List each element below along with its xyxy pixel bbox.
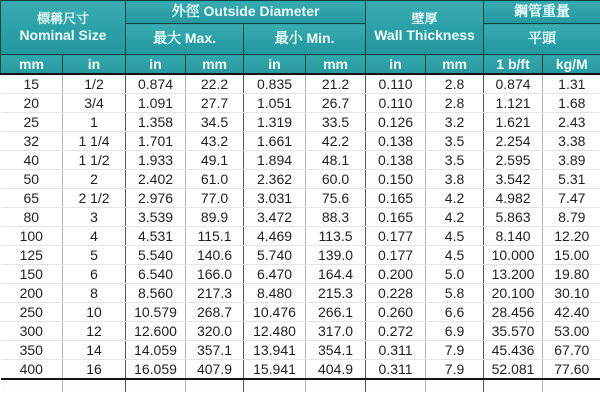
empty-cell [126,379,186,392]
empty-cell [306,379,366,392]
table-cell: 5 [63,246,126,265]
table-cell: 0.138 [366,132,426,151]
table-row [1,170,600,189]
table-cell: 266.1 [306,303,366,322]
table-cell: 20.100 [484,284,543,303]
table-cell: 1.933 [126,151,186,170]
empty-cell [1,379,63,392]
table-cell: 115.1 [186,227,244,246]
table-cell: 6.9 [426,322,484,341]
table-cell: 1.621 [484,113,543,132]
table-row [1,94,600,113]
table-cell: 2.254 [484,132,543,151]
table-row [1,189,600,208]
table-cell: 407.9 [186,360,244,380]
table-row [1,74,600,94]
empty-cell [186,379,244,392]
table-cell: 215.3 [306,284,366,303]
table-cell: 0.165 [366,208,426,227]
unit-cell: in [244,55,306,75]
table-cell: 2.976 [126,189,186,208]
table-cell: 317.0 [306,322,366,341]
table-cell: 15 [1,74,63,94]
table-cell: 10.000 [484,246,543,265]
empty-cell [426,379,484,392]
table-cell: 8.560 [126,284,186,303]
empty-cell [484,379,543,392]
table-cell: 5.31 [543,170,600,189]
table-cell: 0.311 [366,360,426,380]
table-row [1,132,600,151]
table-cell: 0.110 [366,74,426,94]
header-min: 最小 Min. [244,24,366,55]
table-cell: 2 1/2 [63,189,126,208]
table-row [1,246,600,265]
header-wall-thickness-en: Wall Thickness [374,26,475,43]
table-cell: 2.8 [426,94,484,113]
table-cell: 5.8 [426,284,484,303]
table-cell: 22.2 [186,74,244,94]
table-cell: 27.7 [186,94,244,113]
unit-cell: 1 b/ft [484,55,543,75]
units-row [1,55,600,75]
table-cell: 4.982 [484,189,543,208]
table-cell: 400 [1,360,63,380]
header-wall-thickness-zh: 壁厚 [411,10,438,26]
table-cell: 0.177 [366,246,426,265]
table-cell: 3.5 [426,132,484,151]
table-row [1,151,600,170]
table-cell: 2.595 [484,151,543,170]
table-cell: 4 [63,227,126,246]
table-cell: 4.5 [426,227,484,246]
table-cell: 50 [1,170,63,189]
unit-cell: kg/M [543,55,600,75]
table-cell: 354.1 [306,341,366,360]
table-cell: 8.140 [484,227,543,246]
table-cell: 75.6 [306,189,366,208]
table-cell: 1.051 [244,94,306,113]
table-cell: 0.126 [366,113,426,132]
table-cell: 2.8 [426,74,484,94]
table-cell: 26.7 [306,94,366,113]
header-nominal-size-en: Nominal Size [19,26,107,43]
unit-cell: mm [186,55,244,75]
table-cell: 12.480 [244,322,306,341]
table-cell: 6.6 [426,303,484,322]
unit-cell: mm [1,55,63,75]
empty-partial-row [1,379,600,392]
table-cell: 28.456 [484,303,543,322]
table-cell: 0.874 [126,74,186,94]
table-cell: 42.2 [306,132,366,151]
empty-cell [244,379,306,392]
table-cell: 3.89 [543,151,600,170]
table-cell: 0.177 [366,227,426,246]
table-cell: 2 [63,170,126,189]
table-cell: 5.540 [126,246,186,265]
table-cell: 8.79 [543,208,600,227]
table-cell: 357.1 [186,341,244,360]
header-nominal-size-zh: 標稱尺寸 [37,10,90,26]
table-cell: 350 [1,341,63,360]
table-cell: 45.436 [484,341,543,360]
table-row [1,284,600,303]
header-wall-thickness [366,1,484,55]
header-plain-end: 平頭 [484,24,600,55]
table-row [1,303,600,322]
table-cell: 4.2 [426,189,484,208]
table-cell: 77.60 [543,360,600,380]
table-cell: 6 [63,265,126,284]
table-cell: 32 [1,132,63,151]
table-cell: 6.470 [244,265,306,284]
table-cell: 100 [1,227,63,246]
table-cell: 140.6 [186,246,244,265]
table-cell: 14.059 [126,341,186,360]
table-cell: 125 [1,246,63,265]
table-cell: 217.3 [186,284,244,303]
table-cell: 3.2 [426,113,484,132]
unit-cell: in [63,55,126,75]
table-row [1,265,600,284]
table-cell: 3.5 [426,151,484,170]
table-cell: 0.110 [366,94,426,113]
table-cell: 113.5 [306,227,366,246]
table-cell: 3.542 [484,170,543,189]
table-cell: 1.68 [543,94,600,113]
table-cell: 15.941 [244,360,306,380]
table-cell: 42.40 [543,303,600,322]
table-cell: 8 [63,284,126,303]
table-cell: 250 [1,303,63,322]
table-cell: 16 [63,360,126,380]
table-row [1,322,600,341]
table-cell: 88.3 [306,208,366,227]
table-cell: 0.835 [244,74,306,94]
table-row [1,113,600,132]
table-row [1,227,600,246]
table-cell: 1 [63,113,126,132]
table-cell: 89.9 [186,208,244,227]
table-cell: 0.228 [366,284,426,303]
table-cell: 40 [1,151,63,170]
table-cell: 0.165 [366,189,426,208]
table-cell: 404.9 [306,360,366,380]
table-cell: 61.0 [186,170,244,189]
table-cell: 14 [63,341,126,360]
table-cell: 52.081 [484,360,543,380]
table-cell: 3/4 [63,94,126,113]
table-cell: 1.121 [484,94,543,113]
table-cell: 320.0 [186,322,244,341]
table-cell: 0.150 [366,170,426,189]
table-cell: 13.200 [484,265,543,284]
table-row [1,341,600,360]
table-cell: 4.5 [426,246,484,265]
table-cell: 0.311 [366,341,426,360]
table-cell: 12 [63,322,126,341]
table-cell: 1 1/2 [63,151,126,170]
table-cell: 0.272 [366,322,426,341]
table-cell: 164.4 [306,265,366,284]
table-row [1,208,600,227]
table-cell: 10 [63,303,126,322]
table-cell: 1.894 [244,151,306,170]
table-cell: 1.661 [244,132,306,151]
table-cell: 0.260 [366,303,426,322]
table-cell: 53.00 [543,322,600,341]
header-outside-diameter: 外徑 Outside Diameter [126,1,366,24]
table-cell: 3.539 [126,208,186,227]
table-cell: 0.138 [366,151,426,170]
table-cell: 80 [1,208,63,227]
table-cell: 150 [1,265,63,284]
table-cell: 1.091 [126,94,186,113]
table-cell: 7.9 [426,341,484,360]
table-cell: 65 [1,189,63,208]
table-cell: 5.0 [426,265,484,284]
table-cell: 5.740 [244,246,306,265]
table-cell: 300 [1,322,63,341]
table-cell: 12.20 [543,227,600,246]
table-cell: 77.0 [186,189,244,208]
table-cell: 3.472 [244,208,306,227]
table-cell: 60.0 [306,170,366,189]
table-cell: 15.00 [543,246,600,265]
table-cell: 1/2 [63,74,126,94]
table-cell: 48.1 [306,151,366,170]
table-cell: 4.531 [126,227,186,246]
table-cell: 0.200 [366,265,426,284]
table-cell: 2.362 [244,170,306,189]
table-cell: 67.70 [543,341,600,360]
table-cell: 21.2 [306,74,366,94]
table-cell: 13.941 [244,341,306,360]
table-header [1,1,600,75]
table-cell: 2.43 [543,113,600,132]
table-cell: 34.5 [186,113,244,132]
table-cell: 25 [1,113,63,132]
empty-cell [63,379,126,392]
table-cell: 1.319 [244,113,306,132]
table-cell: 1.358 [126,113,186,132]
header-pipe-weight: 鋼管重量 [484,1,600,24]
table-cell: 33.5 [306,113,366,132]
table-cell: 16.059 [126,360,186,380]
empty-cell [543,379,600,392]
table-cell: 3 [63,208,126,227]
table-cell: 7.9 [426,360,484,380]
table-cell: 35.570 [484,322,543,341]
table-cell: 200 [1,284,63,303]
table-cell: 43.2 [186,132,244,151]
table-cell: 7.47 [543,189,600,208]
table-cell: 139.0 [306,246,366,265]
table-cell: 10.579 [126,303,186,322]
table-body [1,74,600,392]
table-cell: 6.540 [126,265,186,284]
table-cell: 19.80 [543,265,600,284]
table-cell: 49.1 [186,151,244,170]
table-cell: 2.402 [126,170,186,189]
table-cell: 10.476 [244,303,306,322]
table-cell: 1.701 [126,132,186,151]
table-cell: 12.600 [126,322,186,341]
unit-cell: in [366,55,426,75]
table-cell: 8.480 [244,284,306,303]
table-cell: 268.7 [186,303,244,322]
table-cell: 4.2 [426,208,484,227]
table-cell: 166.0 [186,265,244,284]
table-row [1,360,600,380]
table-cell: 1.31 [543,74,600,94]
empty-cell [366,379,426,392]
table-cell: 30.10 [543,284,600,303]
table-cell: 0.874 [484,74,543,94]
header-max: 最大 Max. [126,24,244,55]
table-cell: 5.863 [484,208,543,227]
table-cell: 3.8 [426,170,484,189]
table-cell: 3.031 [244,189,306,208]
table-cell: 4.469 [244,227,306,246]
table-cell: 3.38 [543,132,600,151]
table-cell: 20 [1,94,63,113]
unit-cell: mm [306,55,366,75]
unit-cell: mm [426,55,484,75]
header-nominal-size [1,1,126,55]
table-cell: 1 1/4 [63,132,126,151]
unit-cell: in [126,55,186,75]
